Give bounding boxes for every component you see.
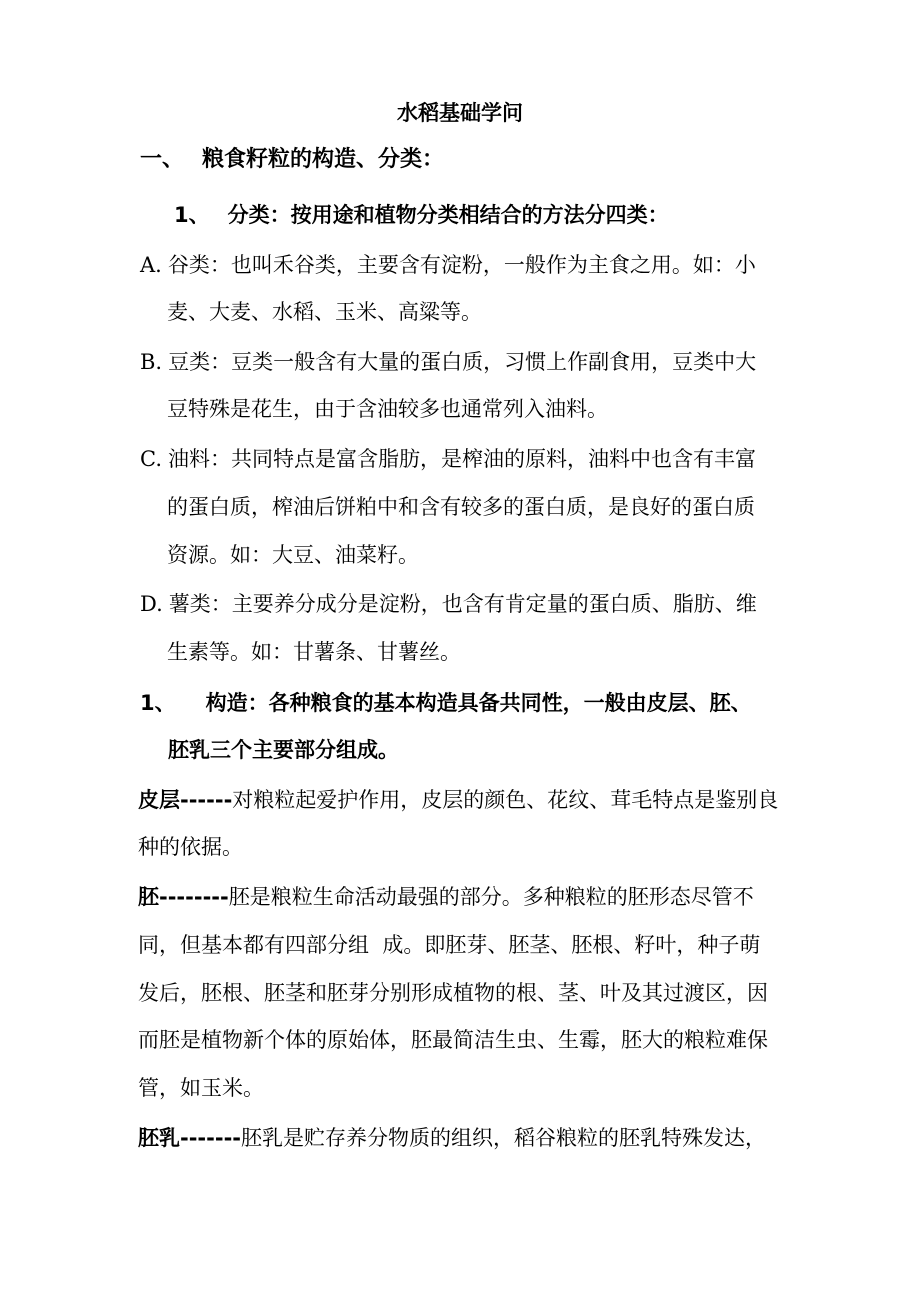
item-label: D. <box>140 592 163 616</box>
section-number: 一、 <box>140 147 185 172</box>
subheading-line: 构造：各种粮食的基本构造具备共同性，一般由皮层、胚、 <box>205 691 752 715</box>
part-term: 胚-------- <box>138 885 229 909</box>
item-line: 的蛋白质，榨油后饼粕中和含有较多的蛋白质，是良好的蛋白质 <box>167 495 755 519</box>
subheading-text: 分类：按用途和植物分类相结合的方法分四类： <box>227 203 669 227</box>
item-line: 麦、大麦、水稻、玉米、高粱等。 <box>167 300 482 324</box>
part-line: 发后，胚根、胚茎和胚芽分别形成植物的根、茎、叶及其过渡区，因 <box>138 981 768 1005</box>
item-line: 薯类：主要养分成分是淀粉，也含有肯定量的蛋白质、脂肪、维 <box>168 592 757 616</box>
subheading-number: 1、 <box>174 203 210 227</box>
item-label: A. <box>140 253 162 277</box>
item-label: C. <box>140 447 162 471</box>
item-line: 豆特殊是花生，由于含油较多也通常列入油料。 <box>167 397 608 421</box>
part-term: 皮层------ <box>138 788 233 812</box>
section-heading-1 <box>140 146 444 174</box>
item-line: 油料：共同特点是富含脂肪，是榨油的原料，油料中也含有丰富 <box>168 447 756 471</box>
part-line: 胚乳是贮存养分物质的组织，稻谷粮粒的胚乳特殊发达， <box>241 1126 767 1150</box>
document-title: 水稻基础学问 <box>397 101 523 125</box>
item-line: 资源。如：大豆、油菜籽。 <box>167 543 419 567</box>
subheading-number: 1、 <box>140 691 176 715</box>
part-line: 胚是粮粒生命活动最强的部分。多种粮粒的胚形态尽管不 <box>228 885 754 909</box>
part-line: 种的依据。 <box>138 835 243 859</box>
subheading-line: 胚乳三个主要部分组成。 <box>168 738 399 762</box>
item-line: 生素等。如：甘薯条、甘薯丝。 <box>167 640 461 664</box>
part-line: 而胚是植物新个体的原始体，胚最简洁生虫、生霉，胚大的粮粒难保 <box>138 1028 768 1052</box>
part-line: 同，但基本都有四部分组 成。即胚芽、胚茎、胚根、籽叶，种子萌 <box>138 933 761 957</box>
part-term: 胚乳------- <box>138 1126 242 1150</box>
part-line: 管，如玉米。 <box>138 1076 264 1100</box>
section-title: 粮食籽粒的构造、分类： <box>202 147 445 172</box>
item-label: B. <box>140 350 163 374</box>
part-line: 对粮粒起爱护作用，皮层的颜色、花纹、茸毛特点是鉴别良 <box>232 788 779 812</box>
subheading-classification <box>174 201 669 229</box>
item-line: 谷类：也叫禾谷类，主要含有淀粉，一般作为主食之用。如：小 <box>167 253 756 277</box>
item-line: 豆类：豆类一般含有大量的蛋白质，习惯上作副食用，豆类中大 <box>168 350 757 374</box>
